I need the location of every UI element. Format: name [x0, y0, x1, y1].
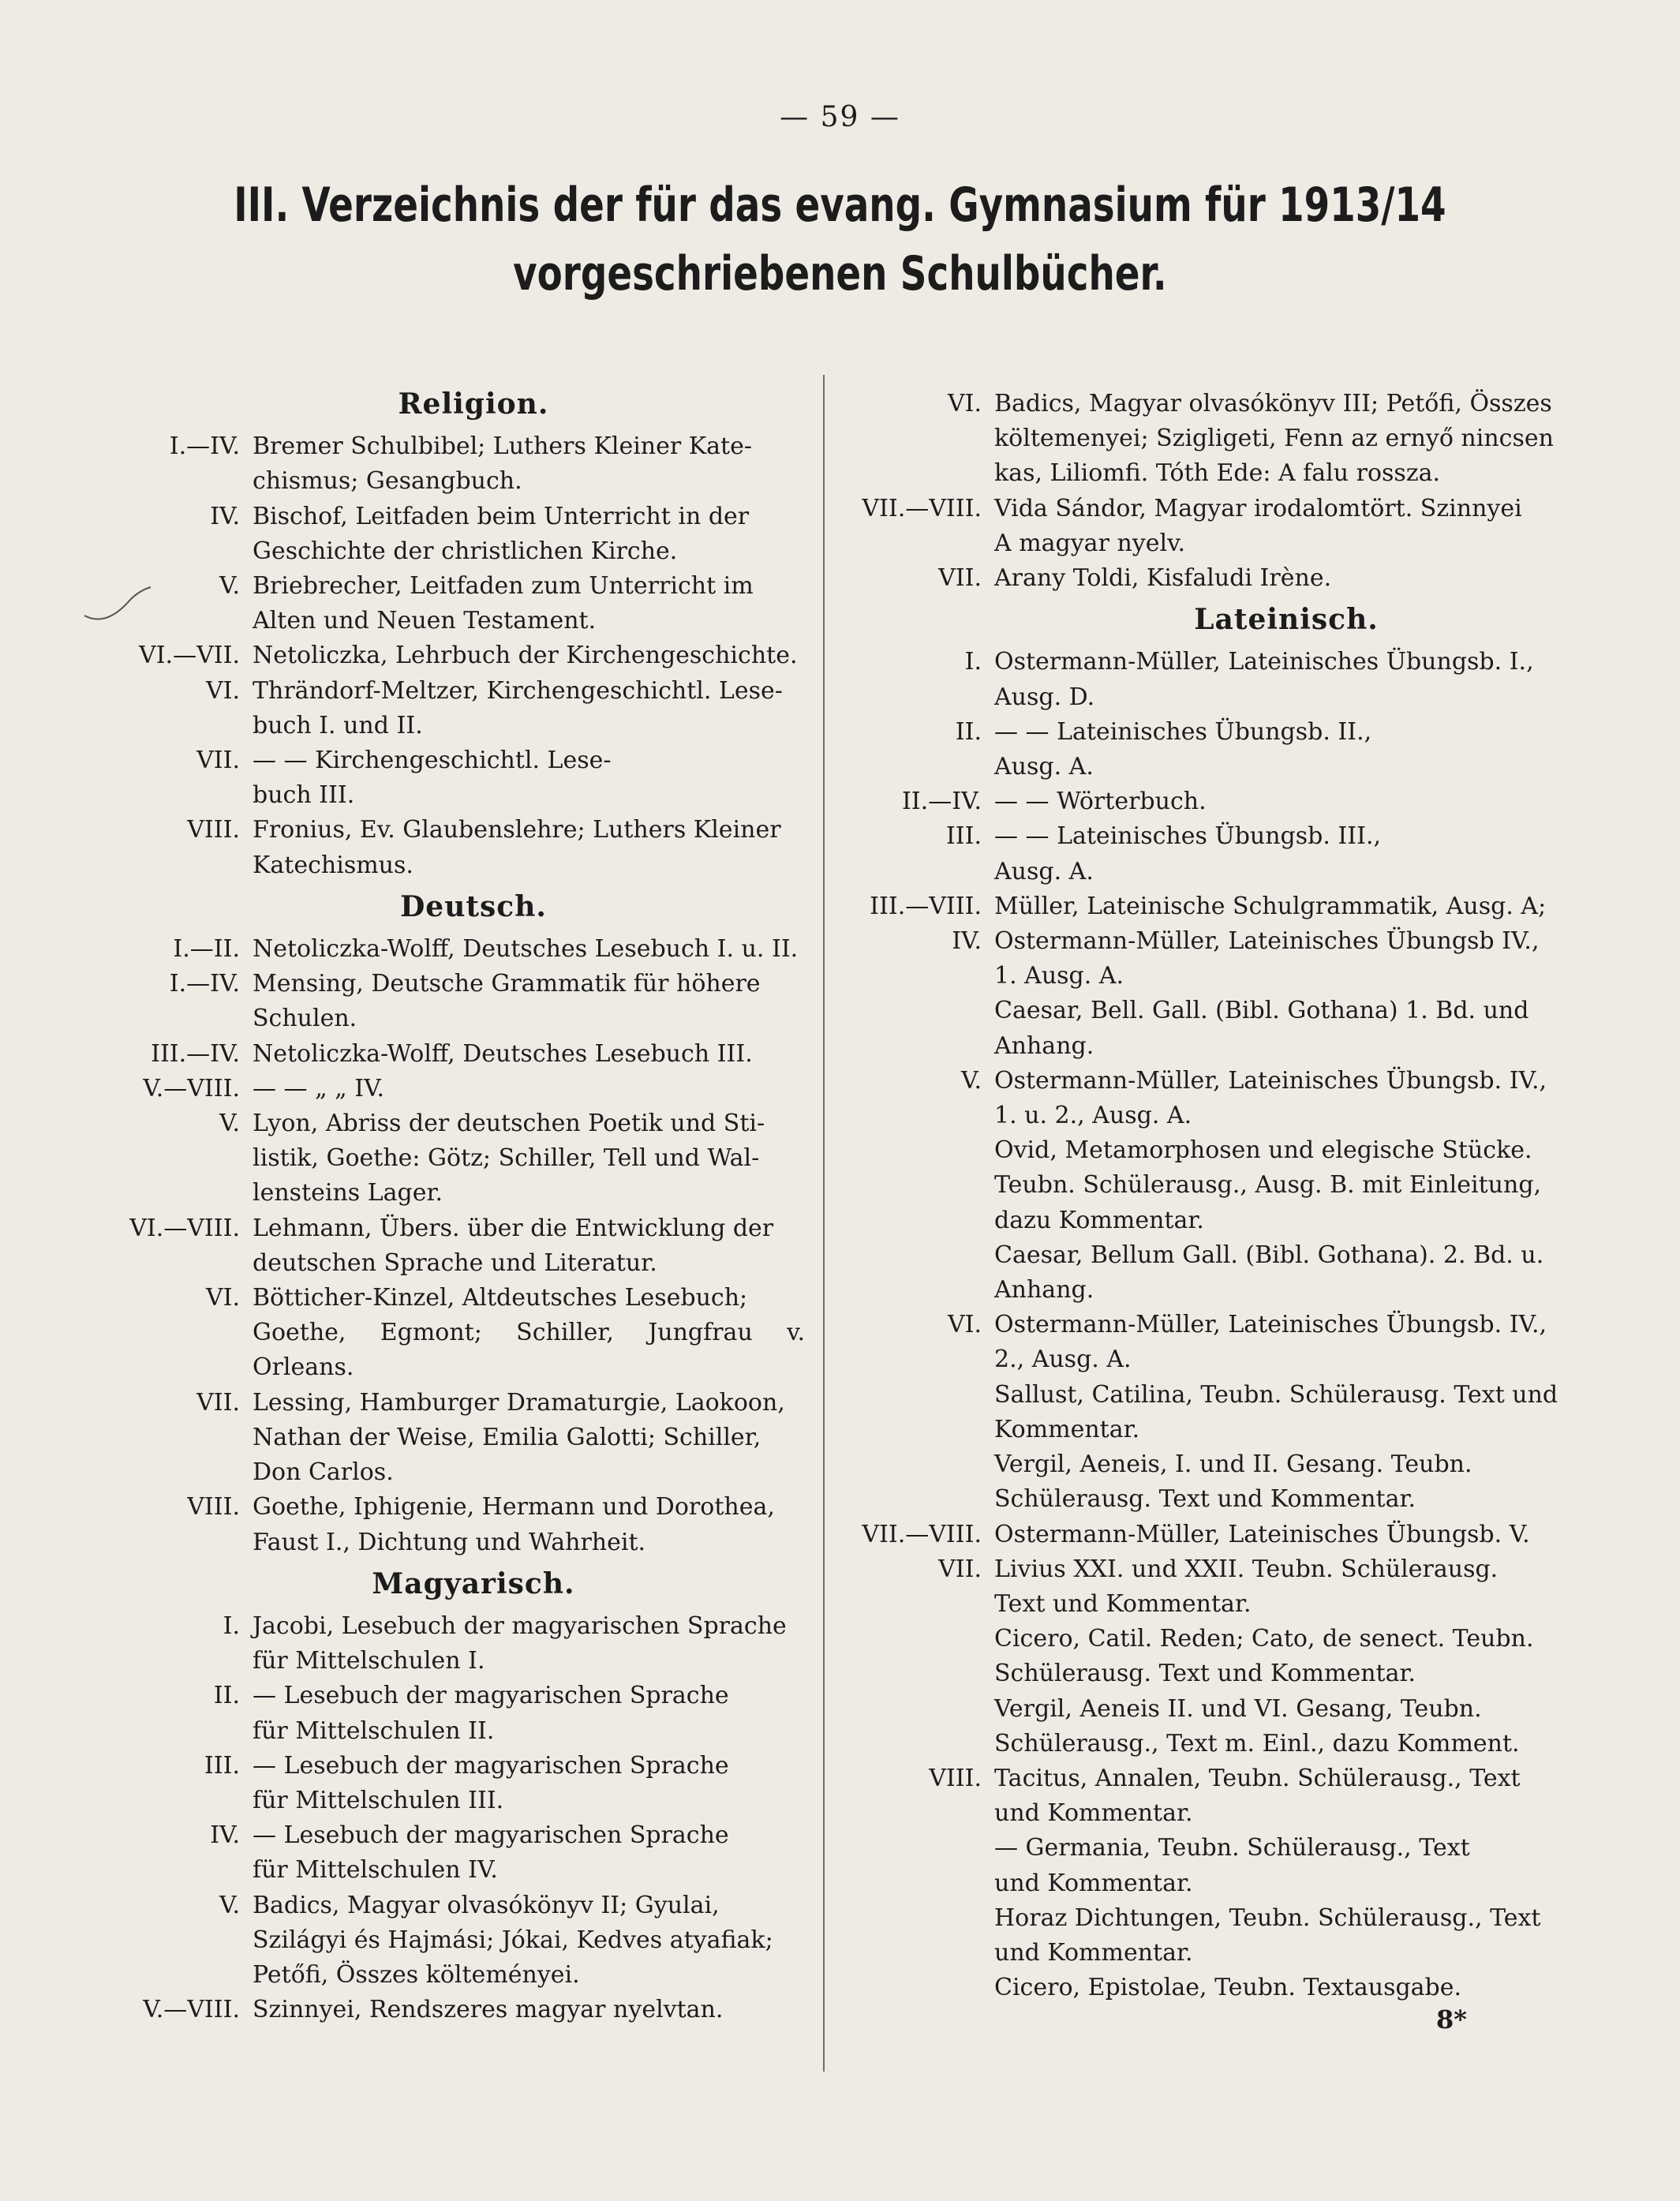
- class-level-label: VIII.: [187, 1493, 240, 1522]
- book-entry: [836, 492, 1626, 561]
- class-level-label: VII.: [938, 564, 982, 593]
- book-title-text: Netoliczka, Lehrbuch der Kirchengeschichte.: [253, 642, 798, 670]
- class-level-label: VI.—VIII.: [129, 1214, 240, 1242]
- column-divider: [823, 375, 825, 2072]
- class-level-label: II.—IV.: [901, 788, 982, 816]
- page-title-line-2: vorgeschriebenen Schulbücher.: [513, 246, 1167, 301]
- book-title-text: — — Lateinisches Übungsb. III., Ausg. A.: [994, 822, 1382, 885]
- book-entry: [47, 1037, 805, 1072]
- book-entry: [47, 1993, 805, 2027]
- footer-signature-mark: 8*: [1436, 2004, 1467, 2034]
- class-level-label: V.: [219, 572, 240, 601]
- book-title-text: Fronius, Ev. Glaubenslehre; Luthers Kleiner Katechismus.: [253, 816, 781, 879]
- class-level-label: III.: [945, 822, 982, 851]
- book-entry: [836, 645, 1626, 714]
- class-level-label: V.—VIII.: [143, 1996, 240, 2024]
- book-title-text: Ostermann-Müller, Lateinisches Übungsb. V.: [994, 1520, 1530, 1548]
- book-title-text: Netoliczka-Wolff, Deutsches Lesebuch I. u. II.: [253, 935, 799, 964]
- book-title-text: Lyon, Abriss der deutschen Poetik und Sti- listik, Goethe: Götz; Schiller, Tell und Wal- lensteins Lager.: [253, 1110, 765, 1207]
- book-entry: [47, 1211, 805, 1281]
- book-title-text: Bremer Schulbibel; Luthers Kleiner Kate- chismus; Gesangbuch.: [253, 432, 753, 496]
- book-title-text: — — „ „ IV.: [253, 1074, 385, 1102]
- book-title-text: Bischof, Leitfaden beim Unterricht in der Geschichte der christlichen Kirche.: [253, 502, 750, 565]
- class-level-label: III.: [204, 1751, 240, 1780]
- book-entry: [47, 813, 805, 882]
- book-title-text: Ostermann-Müller, Lateinisches Übungsb. IV., 1. u. 2., Ausg. A. Ovid, Metamorphosen und elegische Stücke. Teubn. Schülerausg., Ausg. B. mit Einleitung, dazu Kommentar. Caesar, Bellum Gall. (Bibl. Gothana). 2. Bd. u. Anhang.: [994, 1066, 1547, 1305]
- book-entry: [47, 674, 805, 743]
- class-level-label: V.: [219, 1110, 240, 1138]
- book-title-text: — — Lateinisches Übungsb. II., Ausg. A.: [994, 717, 1372, 781]
- book-entry: [47, 569, 805, 638]
- class-level-label: V.: [961, 1066, 982, 1095]
- class-level-label: I.—II.: [173, 935, 240, 964]
- class-level-label: III.—VIII.: [870, 892, 982, 920]
- book-title-text: Briebrecher, Leitfaden zum Unterricht im Alten und Neuen Testament.: [253, 572, 754, 635]
- class-level-label: VIII.: [929, 1764, 982, 1792]
- class-level-label: I.: [223, 1611, 240, 1640]
- class-level-label: VII.: [196, 747, 240, 775]
- book-entry: [47, 1281, 805, 1386]
- class-level-label: II.: [213, 1682, 240, 1710]
- class-level-label: II.: [955, 717, 982, 746]
- section-heading-lateinisch: Lateinisch.: [1194, 603, 1379, 637]
- class-level-label: VII.—VIII.: [862, 494, 982, 522]
- book-entry: [836, 924, 1626, 1064]
- book-entry: [47, 1106, 805, 1211]
- class-level-label: VIII.: [187, 816, 240, 844]
- class-level-label: VII.: [196, 1388, 240, 1417]
- book-title-text: Vida Sándor, Magyar irodalomtört. Szinnyei A magyar nyelv.: [994, 494, 1522, 557]
- book-title-text: Müller, Lateinische Schulgrammatik, Ausg. A;: [994, 892, 1547, 920]
- book-title-text: Badics, Magyar olvasókönyv III; Petőfi, Összes költemenyei; Szigligeti, Fenn az ernyő nincsen kas, Liliomfi. Tóth Ede: A falu rossza.: [994, 390, 1554, 488]
- class-level-label: VI.: [947, 390, 982, 417]
- book-entry: [836, 387, 1626, 492]
- book-entry: [836, 1064, 1626, 1308]
- book-title-text: — — Kirchengeschichtl. Lese- buch III.: [253, 747, 612, 810]
- book-title-text: Bötticher-Kinzel, Altdeutsches Lesebuch; Goethe, Egmont; Schiller, Jungfrau v. Orleans.: [253, 1284, 805, 1382]
- book-title-text: — Lesebuch der magyarischen Sprache für Mittelschulen IV.: [253, 1821, 729, 1885]
- class-level-label: IV.: [210, 1821, 240, 1850]
- class-level-label: I.: [964, 648, 982, 676]
- page-number: — 59 —: [780, 101, 900, 133]
- book-title-text: — Lesebuch der magyarischen Sprache für Mittelschulen II.: [253, 1682, 729, 1745]
- class-level-label: VI.: [205, 1284, 240, 1312]
- class-level-label: I.—IV.: [169, 432, 240, 461]
- book-entry: [47, 967, 805, 1036]
- book-entry: [47, 1888, 805, 1993]
- page-title-line-1: III. Verzeichnis der für das evang. Gymnasium für 1913/14: [234, 178, 1446, 233]
- class-level-label: VI.—VII.: [139, 642, 240, 670]
- book-entry: [836, 715, 1626, 784]
- book-entry: [836, 1308, 1626, 1517]
- book-entry: [836, 1518, 1626, 1552]
- book-title-text: Goethe, Iphigenie, Hermann und Dorothea, Faust I., Dichtung und Wahrheit.: [253, 1493, 775, 1556]
- right-column: [836, 387, 1626, 2005]
- book-title-text: Ostermann-Müller, Lateinisches Übungsb. IV., 2., Ausg. A. Sallust, Catilina, Teubn. Schülerausg. Text und Kommentar. Vergil, Aeneis, I. und II. Gesang. Teubn. Schülerausg. Text und Kommentar.: [994, 1311, 1558, 1514]
- class-level-label: VII.—VIII.: [862, 1520, 982, 1548]
- book-entry: [47, 1386, 805, 1491]
- book-entry: [47, 1679, 805, 1748]
- book-entry: [47, 932, 805, 967]
- section-heading-deutsch: Deutsch.: [400, 889, 547, 923]
- section-heading-religion: Religion.: [398, 387, 549, 421]
- book-entry: [47, 1609, 805, 1679]
- class-level-label: VI.: [205, 676, 240, 705]
- class-level-label: IV.: [952, 927, 982, 956]
- book-entry: [47, 743, 805, 813]
- class-level-label: V.: [219, 1891, 240, 1919]
- class-level-label: III.—IV.: [151, 1039, 240, 1068]
- book-title-text: Lehmann, Übers. über die Entwicklung der deutschen Sprache und Literatur.: [253, 1214, 774, 1277]
- class-level-label: IV.: [210, 502, 240, 530]
- book-entry: [47, 500, 805, 569]
- book-entry: [836, 784, 1626, 819]
- book-entry: [836, 889, 1626, 924]
- book-title-text: Mensing, Deutsche Grammatik für höhere Schulen.: [253, 970, 761, 1033]
- book-title-text: Tacitus, Annalen, Teubn. Schülerausg., Text und Kommentar. — Germania, Teubn. Schülerausg., Text und Kommentar. Horaz Dichtungen, Teubn. Schülerausg., Text und Kommentar. Cicero, Epistolae, Teubn. Textausgabe.: [994, 1764, 1541, 2002]
- book-entry: [836, 1552, 1626, 1761]
- book-entry: [47, 1818, 805, 1888]
- book-title-text: Szinnyei, Rendszeres magyar nyelvtan.: [253, 1996, 724, 2024]
- book-title-text: Thrändorf-Meltzer, Kirchengeschichtl. Lese- buch I. und II.: [253, 676, 783, 739]
- book-title-text: — — Wörterbuch.: [994, 788, 1207, 816]
- book-entry: [47, 429, 805, 499]
- book-entry: [47, 1749, 805, 1818]
- section-heading-magyarisch: Magyarisch.: [372, 1567, 575, 1600]
- book-title-text: Ostermann-Müller, Lateinisches Übungsb IV., 1. Ausg. A. Caesar, Bell. Gall. (Bibl. Gothana) 1. Bd. und Anhang.: [994, 927, 1540, 1060]
- book-entry: [836, 819, 1626, 889]
- class-level-label: VII.: [938, 1555, 982, 1583]
- book-title-text: Netoliczka-Wolff, Deutsches Lesebuch III.: [253, 1039, 753, 1068]
- class-level-label: V.—VIII.: [143, 1074, 240, 1102]
- left-column: [47, 387, 805, 2027]
- book-title-text: Livius XXI. und XXII. Teubn. Schülerausg. Text und Kommentar. Cicero, Catil. Reden; Cato, de senect. Teubn. Schülerausg. Text und Kommentar. Vergil, Aeneis II. und VI. Gesang, Teubn. Schülerausg., Text m. Einl., dazu Komment.: [994, 1555, 1534, 1757]
- class-level-label: I.—IV.: [169, 970, 240, 998]
- book-entry: [836, 1761, 1626, 2005]
- book-title-text: Jacobi, Lesebuch der magyarischen Sprache für Mittelschulen I.: [253, 1611, 787, 1675]
- book-title-text: Arany Toldi, Kisfaludi Irène.: [994, 564, 1332, 593]
- class-level-label: VI.: [947, 1311, 982, 1339]
- book-entry: [47, 1490, 805, 1559]
- book-entry: [47, 638, 805, 673]
- book-entry: [47, 1072, 805, 1106]
- book-title-text: Badics, Magyar olvasókönyv II; Gyulai, Szilágyi és Hajmási; Jókai, Kedves atyafiak; Petőfi, Összes költeményei.: [253, 1891, 773, 1989]
- book-entry: [836, 561, 1626, 596]
- book-title-text: — Lesebuch der magyarischen Sprache für Mittelschulen III.: [253, 1751, 729, 1814]
- book-title-text: Ostermann-Müller, Lateinisches Übungsb. I., Ausg. D.: [994, 648, 1534, 711]
- book-title-text: Lessing, Hamburger Dramaturgie, Laokoon, Nathan der Weise, Emilia Galotti; Schiller, Don Carlos.: [253, 1388, 785, 1487]
